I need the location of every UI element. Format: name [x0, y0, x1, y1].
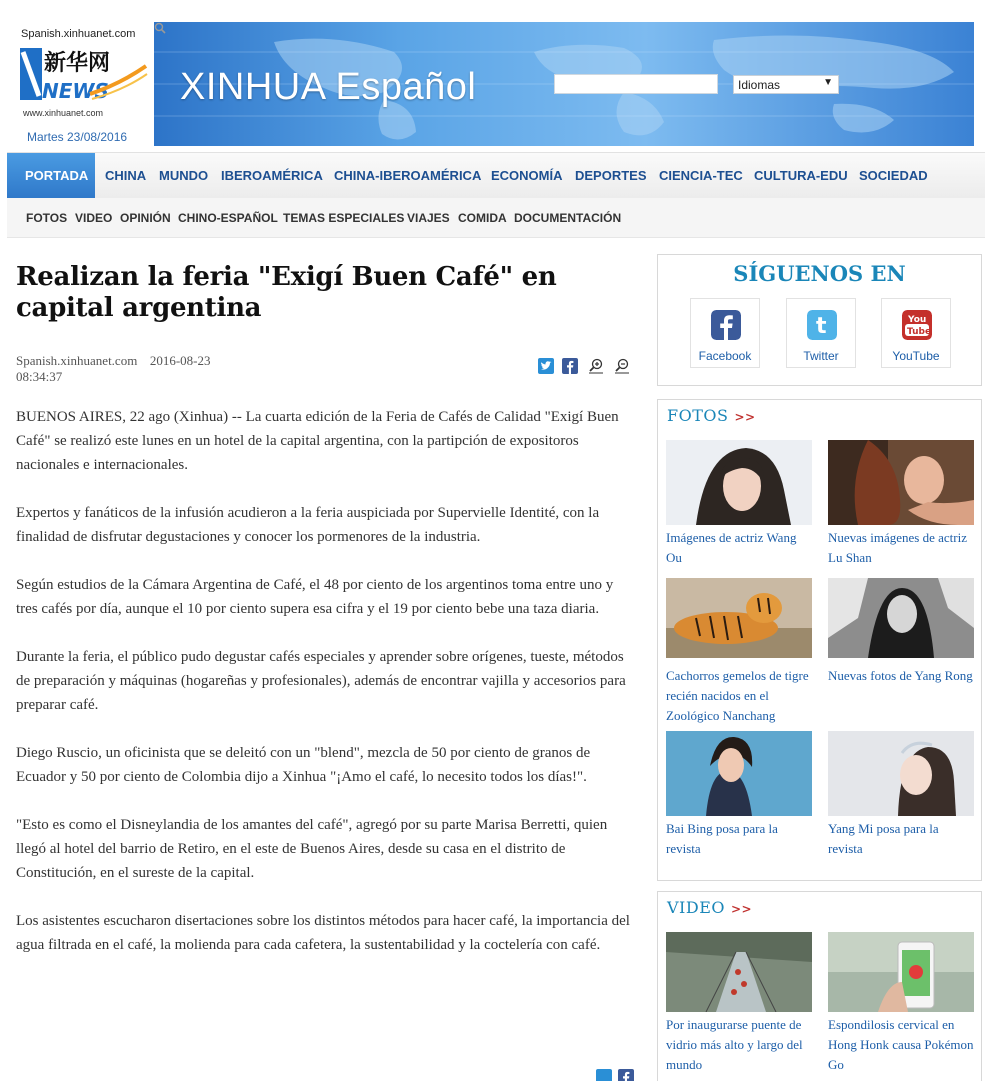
search-input[interactable]	[554, 74, 718, 94]
foto-caption[interactable]: Bai Bing posa para la revista	[666, 821, 778, 856]
article-paragraph: Diego Ruscio, un oficinista que se deleitó con un "blend", mezcla de 50 por ciento de granos de Ecuador y 50 por ciento de Colombia dijo a Xinhua "¡Amo el café, lo necesito todos los días!".	[16, 745, 591, 785]
video-section	[657, 891, 982, 1081]
nav-item-cultura-edu[interactable]: CULTURA-EDU	[754, 168, 848, 183]
fotos-heading-text: FOTOS	[667, 406, 729, 425]
article-paragraph: "Esto es como el Disneylandia de los amantes del café", agregó por su parte Marisa Berretti, quien llegó al hotel del barrio de Retiro, en el este de Buenos Aires, desde su casa en el distrito de Constitución, en el sureste de la capital.	[16, 817, 608, 881]
language-select-value: Idiomas	[738, 78, 781, 92]
subnav-item-fotos[interactable]: FOTOS	[26, 211, 68, 225]
logo-url-text: www.xinhuanet.com	[23, 108, 104, 118]
article-meta	[16, 353, 236, 385]
twitter-link[interactable]	[786, 298, 856, 368]
logo-chinese: 新华网	[44, 51, 111, 76]
zoom-in-icon[interactable]	[588, 358, 604, 374]
logo-domain-text: Spanish.xinhuanet.com	[21, 28, 136, 40]
header-banner	[154, 22, 974, 146]
site-logo[interactable]	[17, 26, 155, 148]
foto-thumbnail[interactable]	[666, 578, 812, 663]
nav-item-china-iberoamerica[interactable]: CHINA-IBEROAMÉRICA	[334, 168, 482, 183]
fotos-heading[interactable]	[667, 406, 756, 425]
foto-thumbnail[interactable]	[828, 731, 974, 816]
article-paragraph: Según estudios de la Cámara Argentina de Café, el 48 por ciento de los argentinos toma entre uno y tres cafés por día, aunque el 10 por ciento supera esa cifra y el 19 por ciento bebe una taza diaria.	[16, 577, 614, 617]
zoom-out-icon[interactable]	[614, 358, 630, 374]
foto-thumbnail[interactable]	[666, 440, 812, 525]
subnav-item-documentacion[interactable]: DOCUMENTACIÓN	[514, 211, 622, 225]
banner-title: XINHUA Español	[180, 66, 477, 108]
nav-item-portada[interactable]: PORTADA	[7, 153, 95, 199]
foto-caption[interactable]: Imágenes de actriz Wang Ou	[666, 530, 797, 565]
foto-caption[interactable]: Nuevas fotos de Yang Rong	[828, 668, 973, 683]
current-date: Martes 23/08/2016	[27, 130, 128, 144]
primary-nav	[7, 152, 985, 198]
video-caption[interactable]: Espondilosis cervical en Hong Honk causa Pokémon Go	[828, 1017, 974, 1072]
secondary-nav	[7, 198, 985, 238]
article-paragraph: Los asistentes escucharon disertaciones sobre los distintos métodos para hacer café, la importancia del agua filtrada en el café, la molienda para cada cafetera, la sustentabilidad y la coctelería con café.	[16, 913, 630, 953]
video-caption[interactable]: Por inaugurarse puente de vidrio más alto y largo del mundo	[666, 1017, 803, 1072]
subnav-item-chino-espanol[interactable]: CHINO-ESPAÑOL	[178, 211, 278, 225]
twitter-label: Twitter	[803, 349, 839, 363]
foto-item[interactable]	[828, 578, 974, 686]
facebook-icon	[711, 310, 741, 340]
video-heading[interactable]	[667, 898, 752, 917]
video-more-link[interactable]: >>	[731, 902, 753, 916]
facebook-share-icon[interactable]	[562, 358, 578, 374]
nav-item-economia[interactable]: ECONOMÍA	[491, 168, 563, 183]
site-header	[7, 20, 985, 148]
article	[16, 262, 634, 953]
article-datetime: 2016-08-23 08:34:37	[16, 353, 211, 384]
nav-item-mundo[interactable]: MUNDO	[159, 168, 209, 183]
article-tools	[538, 358, 638, 376]
facebook-label: Facebook	[698, 349, 752, 363]
follow-us-box	[657, 254, 982, 386]
svg-text:You: You	[908, 315, 927, 325]
twitter-share-icon[interactable]	[538, 358, 554, 374]
twitter-share-icon[interactable]	[596, 1069, 612, 1081]
svg-text:t: t	[816, 314, 827, 339]
video-thumbnail[interactable]	[828, 932, 974, 1012]
nav-item-ciencia-tec[interactable]: CIENCIA-TEC	[659, 168, 743, 183]
video-thumbnail[interactable]	[666, 932, 812, 1012]
video-item[interactable]	[828, 932, 974, 1075]
search-icon[interactable]	[154, 22, 166, 34]
video-item[interactable]	[666, 932, 812, 1075]
foto-item[interactable]	[666, 731, 812, 859]
article-source: Spanish.xinhuanet.com	[16, 353, 138, 368]
subnav-item-comida[interactable]: COMIDA	[458, 211, 507, 225]
foto-thumbnail[interactable]	[828, 578, 974, 663]
foto-caption[interactable]: Yang Mi posa para la revista	[828, 821, 939, 856]
logo-letters: NEWS	[42, 79, 109, 103]
article-paragraph: Expertos y fanáticos de la infusión acudieron a la feria auspiciada por Supervielle Identité, con la finalidad de disfrutar degustaciones y conocer los pormenores de la industria.	[16, 505, 600, 545]
youtube-link[interactable]	[881, 298, 951, 368]
article-body	[16, 405, 634, 981]
foto-thumbnail[interactable]	[666, 731, 812, 816]
fotos-section	[657, 399, 982, 881]
subnav-item-viajes[interactable]: VIAJES	[407, 211, 450, 225]
subnav-item-opinion[interactable]: OPINIÓN	[120, 211, 171, 225]
youtube-icon	[902, 310, 932, 340]
nav-item-iberoamerica[interactable]: IBEROAMÉRICA	[221, 168, 323, 183]
article-paragraph: Durante la feria, el público pudo degustar cafés especiales y aprender sobre orígenes, tueste, métodos de preparación y máquinas (hogareñas y profesionales), además de encontrar vajilla y accesorios para preparar café.	[16, 649, 626, 713]
facebook-link[interactable]	[690, 298, 760, 368]
language-select[interactable]	[733, 75, 839, 94]
article-paragraph: BUENOS AIRES, 22 ago (Xinhua) -- La cuarta edición de la Feria de Cafés de Calidad "Exigí Buen Café" se realizó este lunes en un hotel de la capital argentina, con la partipción de expositoros nacionales e internacionales.	[16, 409, 619, 473]
foto-item[interactable]	[828, 731, 974, 859]
article-bottom-tools	[596, 1069, 636, 1081]
foto-item[interactable]	[666, 578, 812, 726]
follow-us-title: SÍGUENOS EN	[733, 261, 906, 286]
fotos-more-link[interactable]: >>	[734, 410, 756, 424]
subnav-item-video[interactable]: VIDEO	[75, 211, 113, 225]
xinhua-news-logo	[20, 44, 148, 106]
nav-item-china[interactable]: CHINA	[105, 168, 147, 183]
foto-item[interactable]	[666, 440, 812, 568]
svg-text:Tube: Tube	[907, 327, 932, 337]
nav-item-sociedad[interactable]: SOCIEDAD	[859, 168, 928, 183]
foto-item[interactable]	[828, 440, 974, 568]
article-title: Realizan la feria "Exigí Buen Café" en capital argentina	[16, 262, 557, 323]
subnav-item-temas-especiales[interactable]: TEMAS ESPECIALES	[283, 211, 405, 225]
facebook-share-icon[interactable]	[618, 1069, 634, 1081]
nav-item-deportes[interactable]: DEPORTES	[575, 168, 647, 183]
twitter-icon	[807, 310, 837, 340]
video-heading-text: VIDEO	[667, 898, 725, 917]
youtube-label: YouTube	[892, 349, 940, 363]
foto-thumbnail[interactable]	[828, 440, 974, 525]
foto-caption[interactable]: Nuevas imágenes de actriz Lu Shan	[828, 530, 967, 565]
dropdown-arrow-icon: ▼	[823, 77, 833, 88]
foto-caption[interactable]: Cachorros gemelos de tigre recién nacidos en el Zoológico Nanchang	[666, 668, 809, 723]
